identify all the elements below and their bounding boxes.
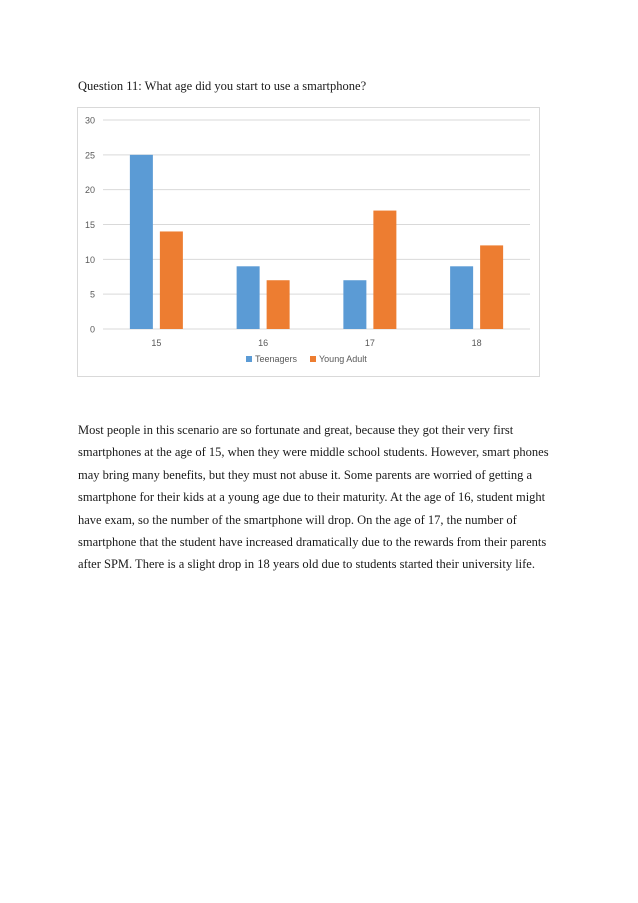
y-tick-label: 30 — [84, 115, 95, 126]
legend-label: Young Adult — [319, 354, 367, 364]
x-tick-label: 16 — [258, 338, 269, 348]
x-tick-label: 18 — [471, 338, 482, 348]
bar — [160, 231, 183, 329]
x-tick-label: 17 — [364, 338, 375, 348]
legend-swatch — [310, 356, 316, 362]
bar — [130, 155, 153, 329]
bar — [237, 266, 260, 329]
bar-chart — [77, 107, 540, 377]
bar — [267, 280, 290, 329]
bar — [450, 266, 473, 329]
bar — [480, 245, 503, 329]
y-tick-label: 10 — [84, 254, 95, 265]
y-tick-label: 25 — [84, 150, 95, 161]
question-heading: Question 11: What age did you start to use a smartphone? — [78, 79, 367, 93]
analysis-paragraph: Most people in this scenario are so fortunate and great, because they got their very first smartphones at the age of 15, when they were middle school students. However, smart phones may bring many benefits, but they must not abuse it. Some parents are worried of getting a smartphone for their kids at a young age due to their maturity. At the age of 16, student might have exam, so the number of the smartphone will drop. On the age of 17, the number of smartphone that the student have increased dramatically due to the rewards from their parents after SPM. There is a slight drop in 18 years old due to students started their university life. — [78, 423, 549, 572]
bar — [373, 211, 396, 329]
bar-chart-svg — [78, 108, 541, 378]
y-tick-label: 5 — [89, 289, 95, 300]
y-tick-label: 15 — [84, 220, 95, 230]
legend-swatch — [246, 356, 252, 362]
x-tick-label: 15 — [151, 338, 162, 348]
legend-label: Teenagers — [255, 354, 298, 364]
bar — [343, 280, 366, 329]
y-tick-label: 20 — [84, 185, 95, 196]
y-tick-label: 0 — [89, 324, 95, 335]
